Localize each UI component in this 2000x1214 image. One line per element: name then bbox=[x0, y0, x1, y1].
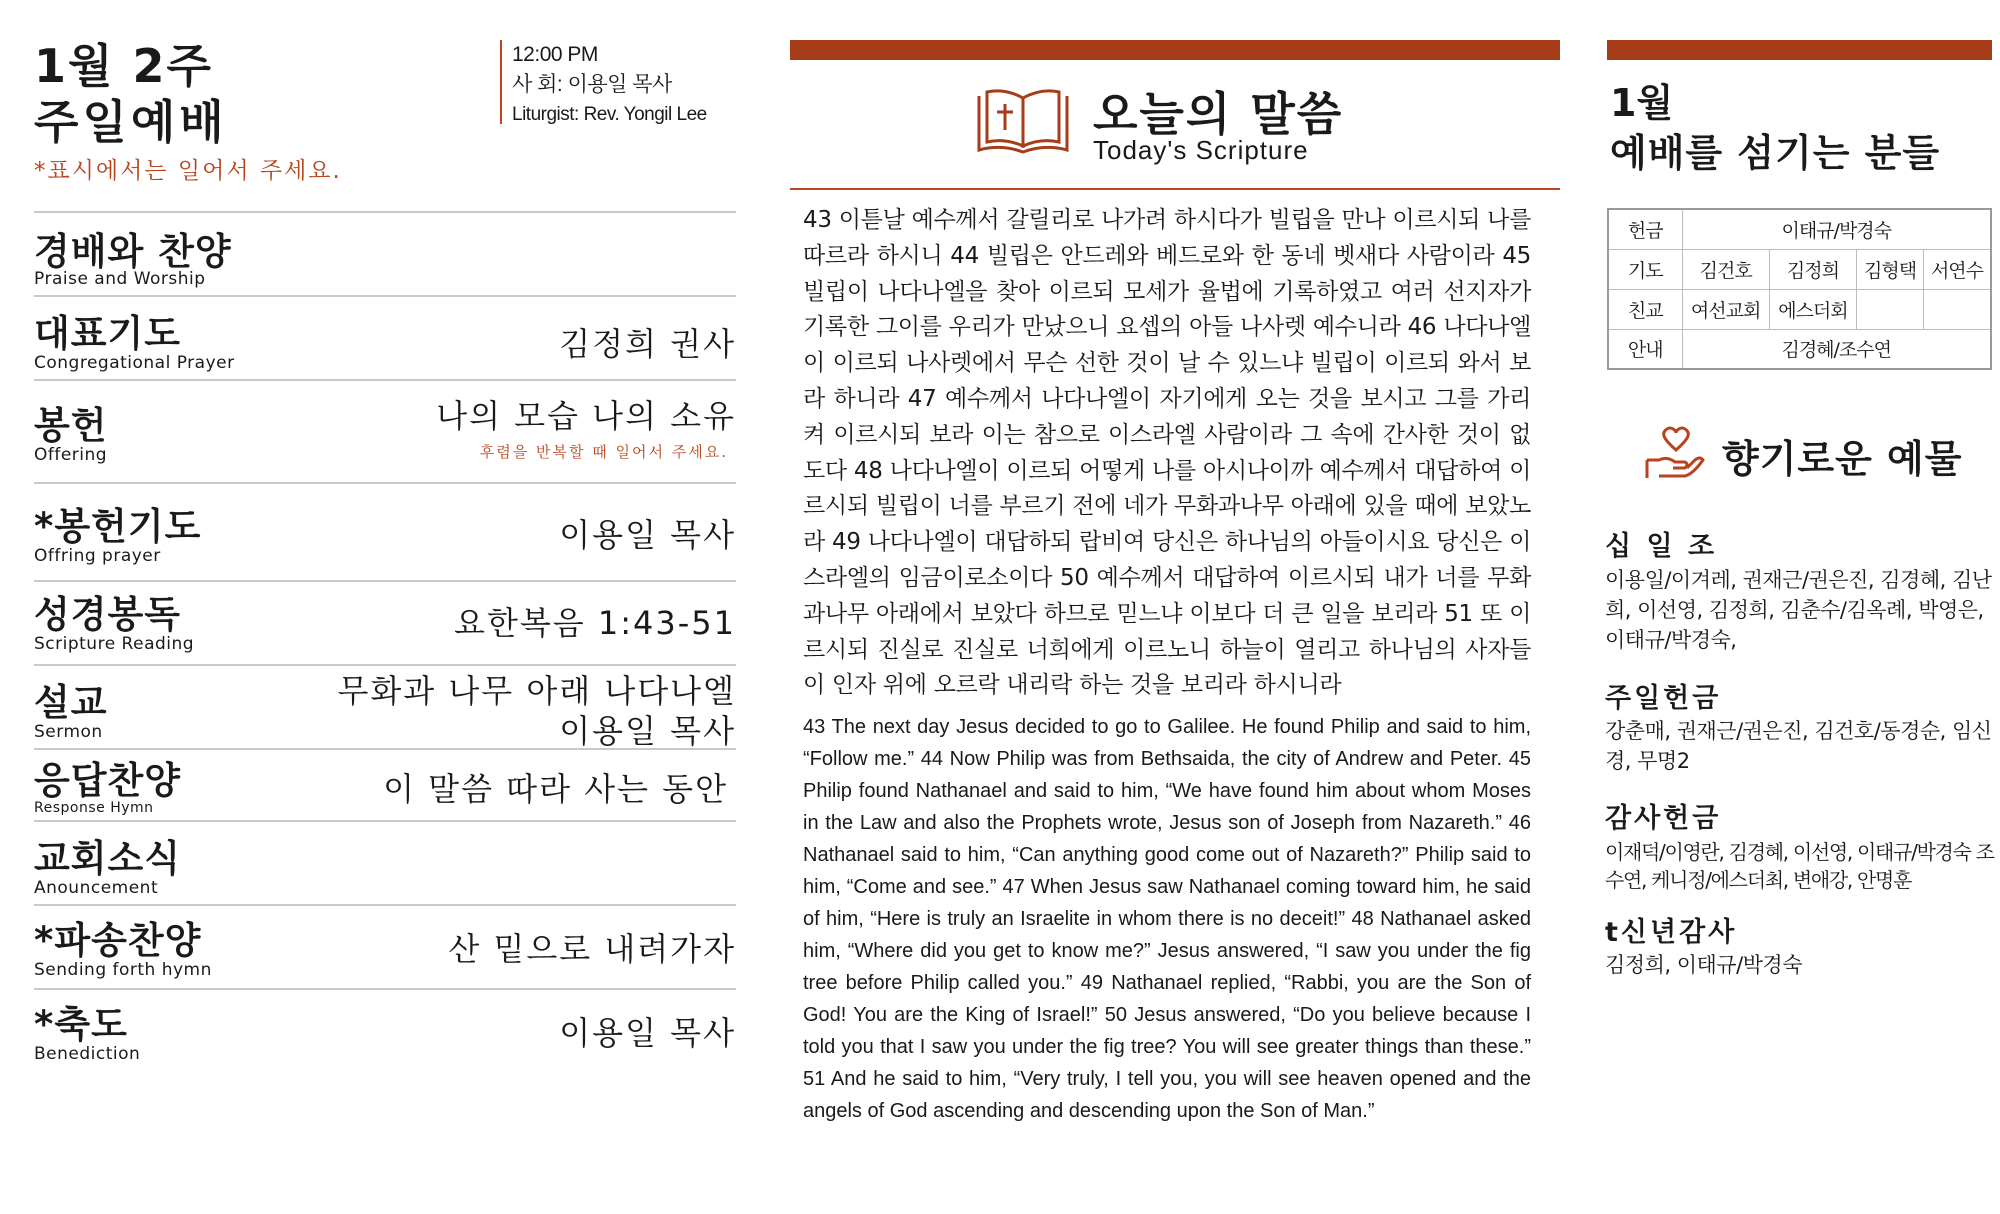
table-row bbox=[1608, 209, 1991, 249]
order-item-en: Benediction bbox=[34, 1044, 141, 1064]
order-item-ko: *봉헌기도 bbox=[34, 505, 202, 548]
role-name: 여선교회 bbox=[1682, 289, 1769, 329]
thanks-offering-heading: 감사헌금 bbox=[1605, 803, 1722, 834]
gifts-title: 향기로운 예물 bbox=[1722, 437, 1963, 481]
role-names: 김경혜/조수연 bbox=[1682, 329, 1991, 369]
role-names: 이태규/박경숙 bbox=[1682, 209, 1991, 249]
role-name bbox=[1857, 289, 1924, 329]
order-item-ko: *파송찬양 bbox=[34, 919, 202, 962]
role-name: 에스더회 bbox=[1769, 289, 1856, 329]
order-item-ko: 성경봉독 bbox=[34, 593, 181, 636]
role-name: 김건호 bbox=[1682, 249, 1769, 289]
order-row bbox=[34, 482, 736, 580]
stand-note: *표시에서는 일어서 주세요. bbox=[34, 158, 342, 184]
table-row bbox=[1608, 329, 1991, 369]
order-row bbox=[34, 748, 736, 820]
order-item-en: Congregational Prayer bbox=[34, 353, 235, 373]
service-meta bbox=[500, 40, 707, 124]
order-item-en: Offering bbox=[34, 445, 108, 465]
sunday-offering-heading: 주일헌금 bbox=[1605, 683, 1722, 714]
order-item-ko: 교회소식 bbox=[34, 837, 181, 880]
order-item-en: Sermon bbox=[34, 722, 103, 742]
newyear-offering-names: 김정희, 이태규/박경숙 bbox=[1605, 953, 1802, 977]
bible-icon bbox=[975, 86, 1071, 160]
order-row bbox=[34, 904, 736, 988]
order-item-ko: 대표기도 bbox=[34, 312, 181, 355]
table-row bbox=[1608, 249, 1991, 289]
accent-bar bbox=[790, 40, 1560, 60]
servers-month: 1월 bbox=[1610, 81, 1674, 125]
servers-table bbox=[1607, 208, 1992, 370]
order-item-value: 이 말씀 따라 사는 동안 bbox=[383, 770, 728, 808]
order-item-value: 나의 모습 나의 소유 bbox=[436, 397, 736, 435]
order-item-value: 이용일 목사 bbox=[559, 516, 736, 554]
table-row bbox=[1608, 289, 1991, 329]
role-label: 기도 bbox=[1608, 249, 1682, 289]
order-item-en: Anouncement bbox=[34, 878, 159, 898]
sunday-offering-names: 강춘매, 권재근/권은진, 김건호/동경순, 임신경, 무명2 bbox=[1605, 719, 1992, 773]
divider bbox=[790, 188, 1560, 190]
order-row bbox=[34, 664, 736, 748]
role-label: 안내 bbox=[1608, 329, 1682, 369]
service-liturgist: Liturgist: Rev. Yongil Lee bbox=[512, 104, 707, 125]
order-row bbox=[34, 379, 736, 482]
order-item-en: Praise and Worship bbox=[34, 269, 206, 289]
role-name bbox=[1923, 289, 1991, 329]
order-row bbox=[34, 988, 736, 1072]
service-title: 주일예배 bbox=[34, 95, 228, 149]
order-of-worship bbox=[34, 211, 736, 1072]
order-item-value-2: 이용일 목사 bbox=[559, 712, 736, 750]
order-row bbox=[34, 295, 736, 379]
newyear-offering-heading: t신년감사 bbox=[1605, 917, 1738, 948]
order-item-value: 이용일 목사 bbox=[559, 1014, 736, 1052]
order-item-en: Offring prayer bbox=[34, 546, 161, 566]
order-item-ko: 경배와 찬양 bbox=[34, 230, 232, 273]
scripture-text-ko: 43 이튿날 예수께서 갈릴리로 나가려 하시다가 빌립을 만나 이르시되 나를 따르라 하시니 44 빌립은 안드레와 베드로와 한 동네 벳새다 사람이라 45 빌립이 나다나엘을 찾아 이르되 모세가 율법에 기록하였고 여러 선지자가 기록한 그이를 우리가 만났으니 요셉의 아들 나사렛 예수니라 46 나다나엘이 이르되 나사렛에서 무슨 선한 것이 날 수 있느냐 빌립이 이르되 와서 보라 하니라 47 예수께서 나다나엘이 자기에게 오는 것을 보시고 그를 가리켜 이르시되 보라 이는 참으로 이스라엘 사람이라 그 속에 간사한 것이 없도다 48 나다나엘이 이르되 어떻게 나를 아시나이까 예수께서 대답하여 이르시되 빌립이 너를 부르기 전에 네가 무화과나무 아래에 있을 때에 보았노라 49 나다나엘이 대답하되 랍비여 당신은 하나님의 아들이시요 당신은 이스라엘의 임금이로소이다 50 예수께서 대답하여 이르시되 내가 너를 무화과나무 아래에서 보았다 하므로 믿느냐 이보다 더 큰 일을 보리라 51 또 이르시되 진실로 진실로 너희에게 이르노니 하늘이 열리고 하나님의 사자들이 인자 위에 오르락 내리락 하는 것을 보리라 하시니라 bbox=[803, 207, 1531, 699]
role-label: 헌금 bbox=[1608, 209, 1682, 249]
order-item-value: 요한복음 1:43-51 bbox=[454, 604, 736, 642]
order-item-value: 김정희 권사 bbox=[559, 325, 736, 363]
order-item-ko: *축도 bbox=[34, 1003, 128, 1046]
order-item-ko: 설교 bbox=[34, 681, 108, 724]
service-presider: 사 회: 이용일 목사 bbox=[512, 73, 672, 96]
order-item-value: 산 밑으로 내려가자 bbox=[448, 930, 736, 968]
order-item-ko: 응답찬양 bbox=[34, 759, 181, 802]
role-label: 친교 bbox=[1608, 289, 1682, 329]
order-row bbox=[34, 820, 736, 904]
scripture-text-en: 43 The next day Jesus decided to go to Galilee. He found Philip and said to him, “Follow me.” 44 Now Philip was from Bethsaida, the city of Andrew and Peter. 45 Philip found Nathanael and said to him, “We have found him about whom Moses in the Law and also the Prophets wrote, Jesus son of Joseph from Nazareth.” 46 Nathanael said to him, “Can anything good come out of Nazareth?” Philip said to him, “Come and see.” 47 When Jesus saw Nathanael coming toward him, he said of him, “Here is truly an Israelite in whom there is no deceit!” 48 Nathanael asked him, “Where did you get to know me?” Jesus answered, “I saw you under the fig tree before Philip called you.” 49 Nathanael replied, “Rabbi, you are the Son of God! You are the King of Israel!” 50 Jesus answered, “Do you believe because I told you that I saw you under the fig tree? You will see greater things than these.” 51 And he said to him, “Very truly, I tell you, you will see heaven opened and the angels of God ascending and descending upon the Son of Man.” bbox=[803, 716, 1531, 1122]
service-time: 12:00 PM bbox=[512, 43, 598, 66]
scripture-subtitle: Today's Scripture bbox=[1093, 135, 1309, 165]
accent-bar bbox=[1607, 40, 1992, 60]
thanks-offering-names: 이재덕/이영란, 김경혜, 이선영, 이태규/박경숙 조수연, 케니정/에스더최, 변애강, 안명훈 bbox=[1605, 840, 1994, 892]
servers-title: 예배를 섬기는 분들 bbox=[1610, 131, 1941, 175]
tithe-heading: 십 일 조 bbox=[1605, 531, 1718, 562]
role-name: 김정희 bbox=[1769, 249, 1856, 289]
scripture-title: 오늘의 말씀 bbox=[1093, 87, 1344, 141]
order-item-en: Sending forth hymn bbox=[34, 960, 212, 980]
role-name: 김형택 bbox=[1857, 249, 1924, 289]
date-title: 1월 2주 bbox=[34, 39, 213, 93]
order-item-ko: 봉헌 bbox=[34, 404, 108, 447]
tithe-names: 이용일/이겨레, 권재근/권은진, 김경혜, 김난희, 이선영, 김정희, 김춘수/김옥례, 박영은, 이태규/박경숙, bbox=[1605, 568, 1992, 652]
heart-hands-icon bbox=[1645, 424, 1707, 486]
order-item-note: 후렴을 반복할 때 일어서 주세요. bbox=[479, 443, 728, 461]
order-item-en: Scripture Reading bbox=[34, 634, 195, 654]
order-item-en: Response Hymn bbox=[34, 800, 154, 816]
order-item-value: 무화과 나무 아래 나다나엘 bbox=[337, 672, 736, 710]
role-name: 서연수 bbox=[1923, 249, 1991, 289]
order-row bbox=[34, 580, 736, 664]
order-row bbox=[34, 211, 736, 295]
